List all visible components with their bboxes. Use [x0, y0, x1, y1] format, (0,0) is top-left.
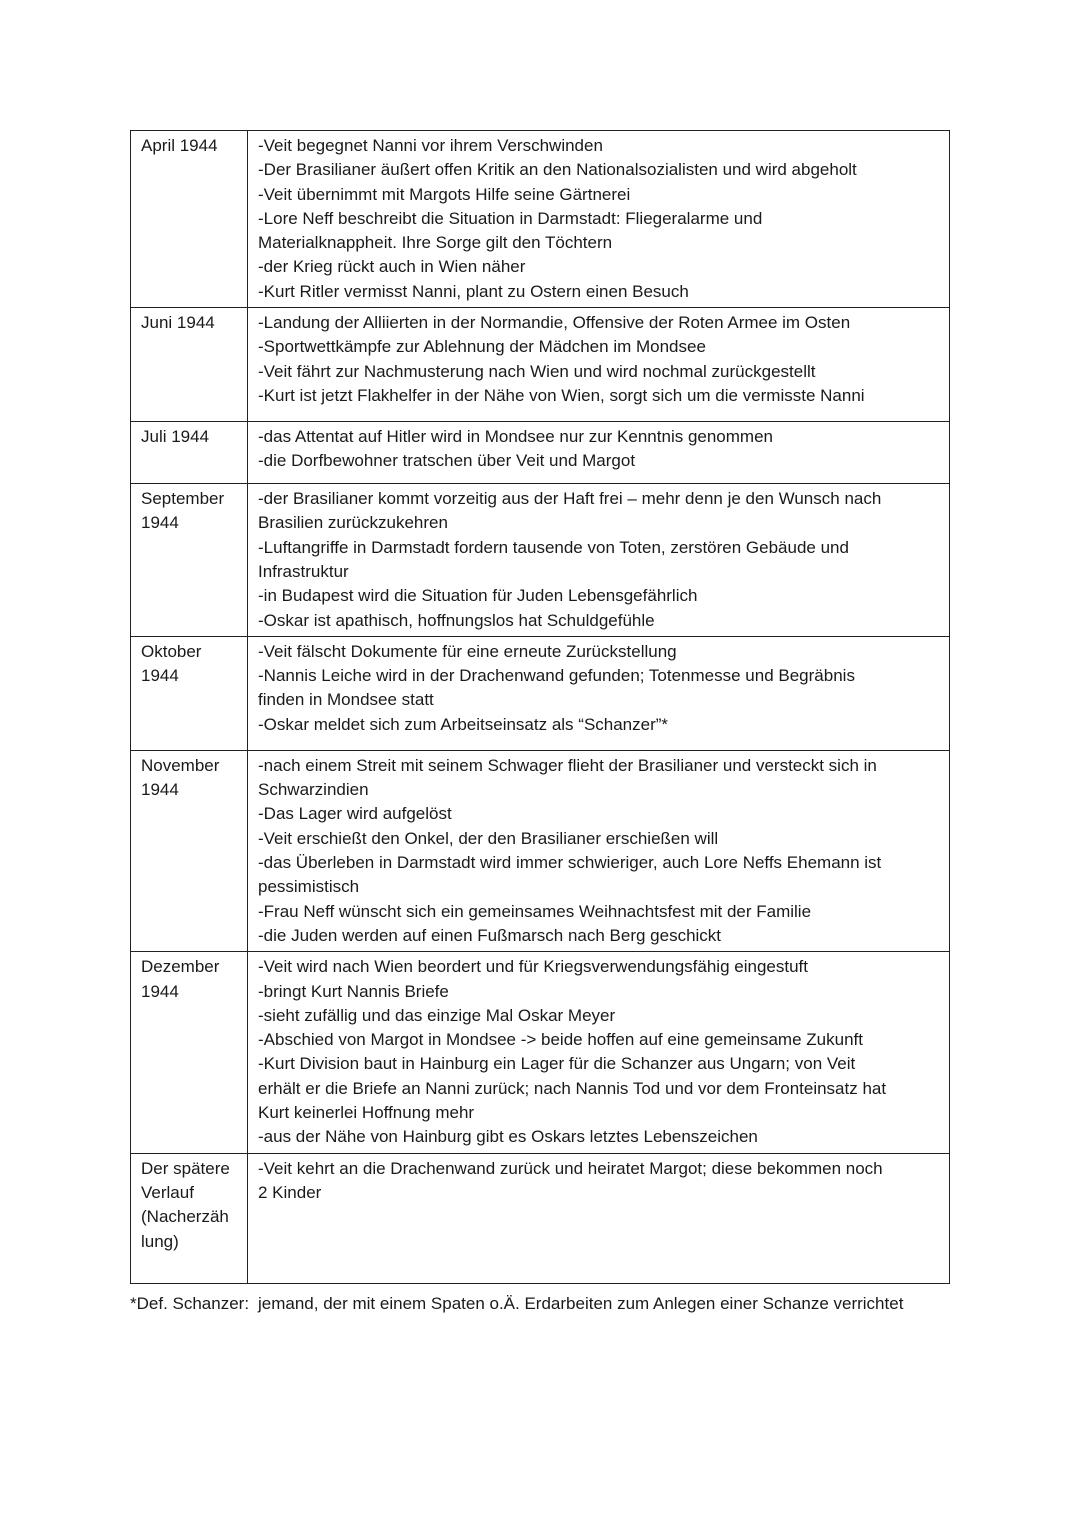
- timeline-body: [131, 131, 950, 1284]
- row-date: April 1944: [131, 131, 248, 308]
- event-line: -Veit übernimmt mit Margots Hilfe seine Gärtnerei: [258, 184, 631, 204]
- timeline-row: [131, 422, 950, 484]
- row-date: Der spätere Verlauf (Nacherzäh lung): [131, 1153, 248, 1283]
- footnote-definition: jemand, der mit einem Spaten o.Ä. Erdarbeiten zum Anlegen einer Schanze verrichtet: [258, 1294, 904, 1313]
- event-line: erhält er die Briefe an Nanni zurück; nach Nannis Tod und vor dem Fronteinsatz hat: [258, 1078, 887, 1098]
- event-line: -Veit kehrt an die Drachenwand zurück und heiratet Margot; diese bekommen noch: [258, 1158, 883, 1178]
- event-line: Brasilien zurückzukehren: [258, 513, 448, 533]
- timeline-row: [131, 952, 950, 1153]
- event-line: -Oskar ist apathisch, hoffnungslos hat Schuldgefühle: [258, 610, 655, 630]
- event-line: -Abschied von Margot in Mondsee -> beide hoffen auf eine gemeinsame Zukunft: [258, 1030, 863, 1050]
- row-events: [248, 1153, 950, 1283]
- event-line: -Das Lager wird aufgelöst: [258, 804, 452, 824]
- event-line: -sieht zufällig und das einzige Mal Oskar Meyer: [258, 1005, 616, 1025]
- event-line: -in Budapest wird die Situation für Juden Lebensgefährlich: [258, 586, 698, 606]
- event-line: -die Dorfbewohner tratschen über Veit und Margot: [258, 451, 636, 471]
- row-events: [248, 636, 950, 750]
- event-line: -das Überleben in Darmstadt wird immer schwieriger, auch Lore Neffs Ehemann ist: [258, 853, 882, 873]
- event-line: -der Brasilianer kommt vorzeitig aus der Haft frei – mehr denn je den Wunsch nach: [258, 489, 882, 509]
- row-date: Juli 1944: [131, 422, 248, 484]
- timeline-row: [131, 636, 950, 750]
- event-line: -das Attentat auf Hitler wird in Mondsee nur zur Kenntnis genommen: [258, 427, 773, 447]
- event-line: -Sportwettkämpfe zur Ablehnung der Mädchen im Mondsee: [258, 337, 706, 357]
- timeline-row: [131, 750, 950, 951]
- event-line: -aus der Nähe von Hainburg gibt es Oskars letztes Lebenszeichen: [258, 1127, 758, 1147]
- event-line: Infrastruktur: [258, 561, 349, 581]
- event-line: -Landung der Alliierten in der Normandie, Offensive der Roten Armee im Osten: [258, 313, 851, 333]
- event-line: -Veit fälscht Dokumente für eine erneute Zurückstellung: [258, 641, 677, 661]
- timeline-row: [131, 308, 950, 422]
- row-date: Dezember 1944: [131, 952, 248, 1153]
- event-line: -Veit erschießt den Onkel, der den Brasilianer erschießen will: [258, 828, 719, 848]
- event-line: -die Juden werden auf einen Fußmarsch nach Berg geschickt: [258, 925, 722, 945]
- timeline-row: [131, 1153, 950, 1283]
- event-line: finden in Mondsee statt: [258, 690, 434, 710]
- event-line: Materialknappheit. Ihre Sorge gilt den Töchtern: [258, 233, 613, 253]
- event-line: -Veit begegnet Nanni vor ihrem Verschwinden: [258, 136, 603, 155]
- event-line: -Nannis Leiche wird in der Drachenwand gefunden; Totenmesse und Begräbnis: [258, 666, 855, 686]
- event-line: -Kurt ist jetzt Flakhelfer in der Nähe von Wien, sorgt sich um die vermisste Nanni: [258, 385, 865, 405]
- row-events: [248, 131, 950, 308]
- row-events: [248, 422, 950, 484]
- event-line: -Lore Neff beschreibt die Situation in Darmstadt: Fliegeralarme und: [258, 208, 763, 228]
- event-line: -Kurt Ritler vermisst Nanni, plant zu Ostern einen Besuch: [258, 281, 689, 301]
- event-line: -nach einem Streit mit seinem Schwager flieht der Brasilianer und versteckt sich in: [258, 755, 877, 775]
- timeline-row: [131, 484, 950, 637]
- row-events: [248, 308, 950, 422]
- event-line: -Der Brasilianer äußert offen Kritik an den Nationalsozialisten und wird abgeholt: [258, 160, 857, 180]
- event-line: pessimistisch: [258, 877, 360, 897]
- event-line: -Veit fährt zur Nachmusterung nach Wien und wird nochmal zurückgestellt: [258, 361, 816, 381]
- row-date: September 1944: [131, 484, 248, 637]
- row-events: [248, 750, 950, 951]
- row-events: [248, 952, 950, 1153]
- timeline-row: [131, 131, 950, 308]
- event-line: -Frau Neff wünscht sich ein gemeinsames Weihnachtsfest mit der Familie: [258, 901, 812, 921]
- event-line: 2 Kinder: [258, 1182, 322, 1202]
- event-line: -der Krieg rückt auch in Wien näher: [258, 257, 526, 277]
- footnote-term: *Def. Schanzer:: [130, 1294, 250, 1313]
- event-line: -Luftangriffe in Darmstadt fordern tausende von Toten, zerstören Gebäude und: [258, 537, 849, 557]
- event-line: -bringt Kurt Nannis Briefe: [258, 981, 449, 1001]
- event-line: -Kurt Division baut in Hainburg ein Lager für die Schanzer aus Ungarn; von Veit: [258, 1054, 856, 1074]
- row-date: Juni 1944: [131, 308, 248, 422]
- timeline-table: [130, 130, 950, 1284]
- row-date: November 1944: [131, 750, 248, 951]
- event-line: -Veit wird nach Wien beordert und für Kriegsverwendungsfähig eingestuft: [258, 957, 808, 977]
- event-line: Schwarzindien: [258, 780, 369, 800]
- row-events: [248, 484, 950, 637]
- row-date: Oktober 1944: [131, 636, 248, 750]
- event-line: -Oskar meldet sich zum Arbeitseinsatz als “Schanzer”*: [258, 714, 669, 734]
- event-line: Kurt keinerlei Hoffnung mehr: [258, 1103, 475, 1123]
